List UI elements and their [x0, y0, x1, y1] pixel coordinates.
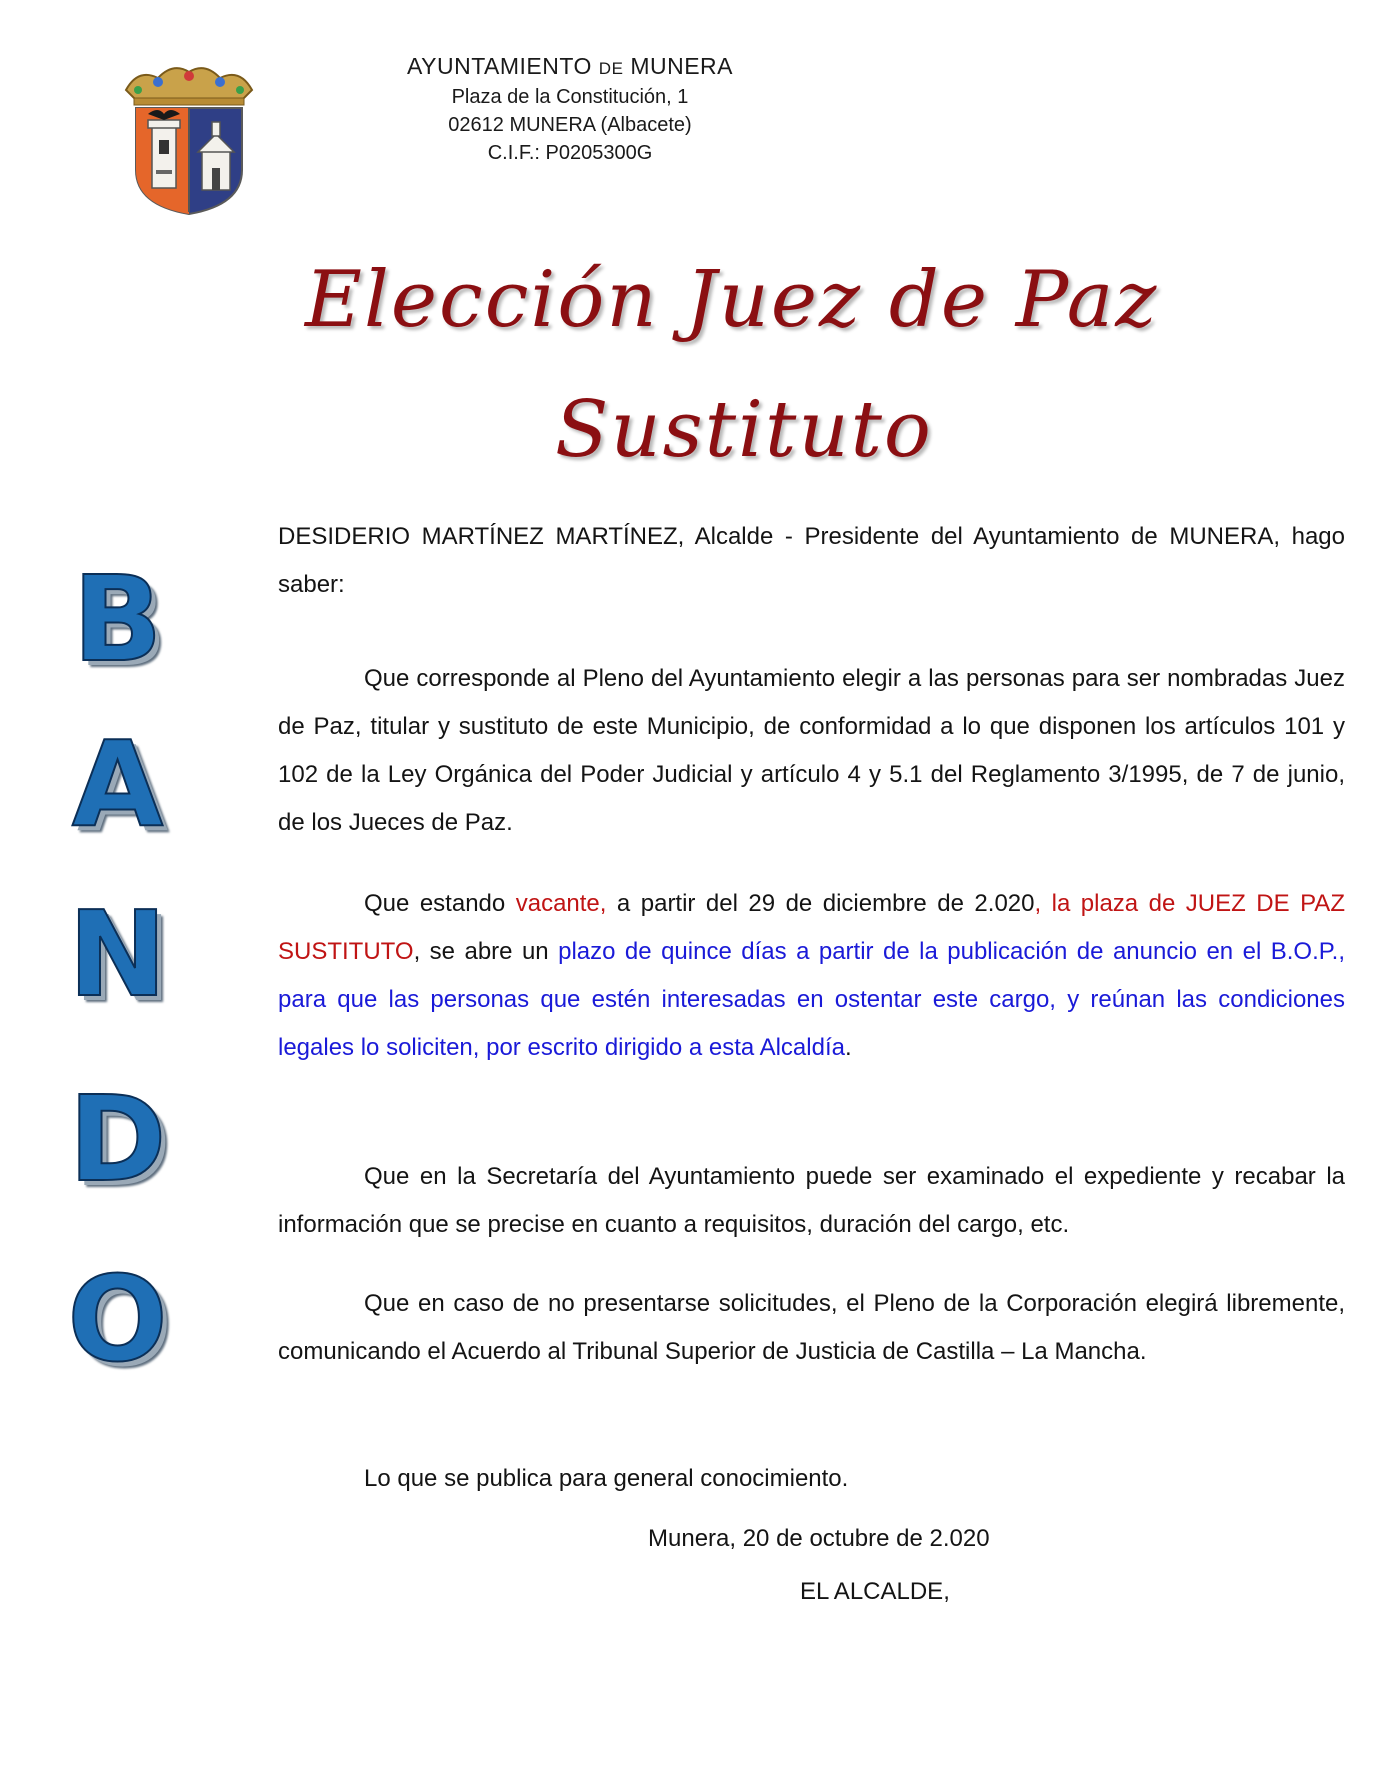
p2-part-5: , se abre un: [413, 938, 559, 965]
bando-letter-d: D: [68, 1070, 167, 1208]
paragraph-1-text: Que corresponde al Pleno del Ayuntamiento elegir a las personas para ser nombradas Juez de Paz, titular y sustituto de este Municipio, de conformidad a lo que disponen los artículos 101 y 102 de la Ley Orgánica del Poder Judicial y artículo 4 y 5.1 del Reglamento 3/1995, de 7 de junio, de los Jueces de Paz.: [278, 665, 1345, 836]
paragraph-1: [278, 655, 1345, 847]
bando-letter-n: N: [68, 885, 167, 1023]
cif-line: C.I.F.: P0205300G: [487, 142, 653, 164]
paragraph-2-text: [278, 880, 1345, 1072]
paragraph-4-text: Que en caso de no presentarse solicitudes, el Pleno de la Corporación elegirá libremente, comunicando el Acuerdo al Tribunal Superior de Justicia de Castilla – La Mancha.: [278, 1290, 1345, 1365]
org-de: DE: [598, 59, 624, 78]
p2-plaza: , la plaza de JUEZ DE PAZ SUSTITUTO: [278, 890, 1345, 965]
p2-part-3: a partir del 29 de diciembre de 2.020: [606, 890, 1035, 917]
org-name: AYUNTAMIENTO: [407, 53, 592, 79]
paragraph-3: [278, 1153, 1345, 1249]
paragraph-2: [278, 880, 1345, 1072]
bando-letter-b: B: [72, 550, 163, 688]
address-line-1: Plaza de la Constitución, 1: [451, 86, 689, 108]
p2-vacante: vacante,: [515, 890, 607, 917]
address-line-2: 02612 MUNERA (Albacete): [448, 114, 692, 136]
title-line-2: Sustituto: [555, 385, 933, 475]
intro-text: DESIDERIO MARTÍNEZ MARTÍNEZ, Alcalde - Presidente del Ayuntamiento de MUNERA, hago saber:: [278, 523, 1345, 598]
paragraph-3-text: Que en la Secretaría del Ayuntamiento puede ser examinado el expediente y recabar la información que se precise en cuanto a requisitos, duración del cargo, etc.: [278, 1163, 1345, 1238]
letterhead-org: [340, 52, 800, 83]
coat-of-arms-icon: [118, 60, 260, 215]
p2-plazo: plazo de quince días a partir de la publicación de anuncio en el B.O.P., para que las personas que estén interesadas en ostentar este cargo, y reúnan las condiciones legales lo soliciten, por escrito dirigido a esta Alcaldía: [278, 938, 1345, 1061]
letterhead: [340, 52, 800, 167]
intro-paragraph: [278, 513, 1345, 609]
title-line-1: Elección Juez de Paz: [305, 255, 1159, 345]
signature-role: EL ALCALDE,: [800, 1578, 950, 1605]
signature-place-date: Munera, 20 de octubre de 2.020: [648, 1525, 990, 1552]
org-city: MUNERA: [630, 53, 733, 79]
paragraph-5: [278, 1455, 1345, 1503]
p2-period: .: [844, 1034, 852, 1061]
bando-letter-a: A: [71, 715, 164, 853]
paragraph-5-text: Lo que se publica para general conocimiento.: [364, 1465, 849, 1492]
p2-part-1: Que estando: [364, 890, 516, 917]
paragraph-4: [278, 1280, 1345, 1376]
bando-letter-o: O: [67, 1250, 168, 1388]
